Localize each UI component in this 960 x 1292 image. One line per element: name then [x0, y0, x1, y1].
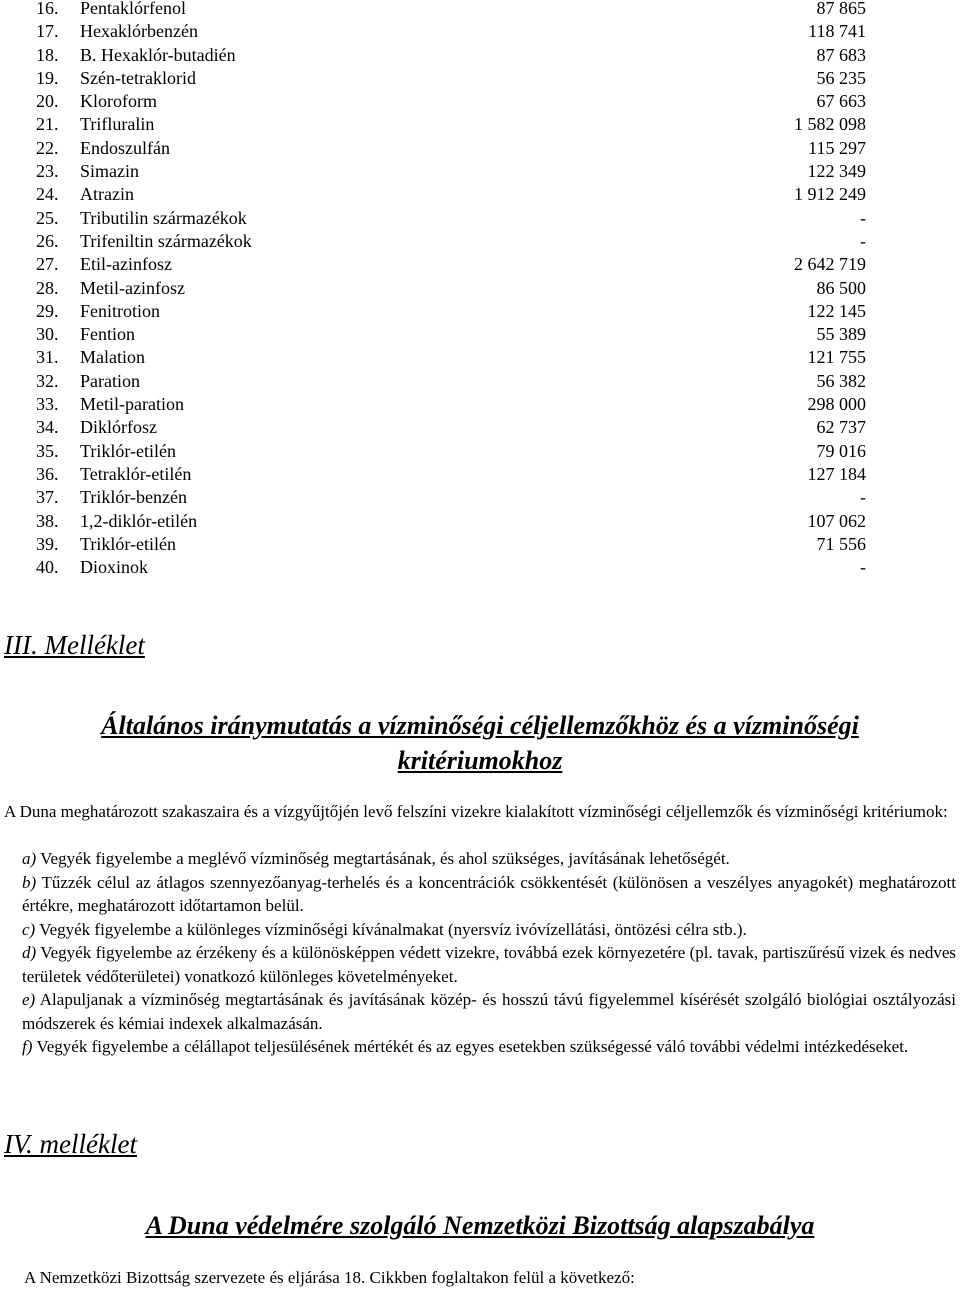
- substance-value: -: [860, 557, 866, 578]
- substance-value: 55 389: [816, 324, 866, 345]
- substance-number: 24.: [36, 184, 59, 205]
- substance-row: [36, 323, 866, 346]
- substance-row: [36, 183, 866, 206]
- substance-number: 21.: [36, 114, 59, 135]
- substance-number: 36.: [36, 463, 59, 484]
- substance-value: 127 184: [807, 463, 866, 484]
- substance-number: 16.: [36, 0, 59, 18]
- substance-name: Pentaklórfenol: [80, 0, 186, 18]
- substance-row: [36, 486, 866, 509]
- item-text: Vegyék figyelembe a különleges vízminőségi kívánalmakat (nyersvíz ivóvízellátási, öntözési célra stb.).: [39, 919, 747, 939]
- substance-name: Tetraklór-etilén: [80, 463, 192, 484]
- substance-number: 28.: [36, 277, 59, 298]
- annex-3-item-b: [4, 871, 956, 918]
- annex-3-title-line-2: kritériumokhoz: [397, 746, 563, 775]
- substance-value: 298 000: [807, 394, 866, 415]
- item-label: f): [22, 1037, 33, 1056]
- substance-value: 2 642 719: [794, 254, 866, 275]
- substance-row: [36, 463, 866, 486]
- substance-row: [36, 393, 866, 416]
- substance-name: Metil-paration: [80, 394, 184, 415]
- substance-name: Endoszulfán: [80, 137, 170, 158]
- substance-number: 17.: [36, 21, 59, 42]
- substance-name: Paration: [80, 370, 140, 391]
- item-label: b): [22, 872, 37, 892]
- annex-3-intro: A Duna meghatározott szakaszaira és a vízgyűjtőjén levő felszíni vizekre kialakított vízminőségi céljellemzők és vízminőségi kritériumok:: [4, 802, 948, 821]
- substance-number: 31.: [36, 347, 59, 368]
- substance-value: 121 755: [807, 347, 866, 368]
- substance-row: [36, 277, 866, 300]
- substance-number: 23.: [36, 161, 59, 182]
- substance-number: 29.: [36, 300, 59, 321]
- item-text: Vegyék figyelembe az érzékeny és a különösképpen védett vizekre, továbbá ezek környezetére (pl. tavak, partiszűrésű vizek és nedves területek védőterületei) vonatkozó különleges követelményeket.: [22, 943, 956, 986]
- substance-number: 35.: [36, 440, 59, 461]
- substance-number: 27.: [36, 254, 59, 275]
- substance-number: 33.: [36, 394, 59, 415]
- item-label: a): [22, 849, 37, 868]
- substance-row: [36, 300, 866, 323]
- substance-name: Triklór-etilén: [80, 440, 176, 461]
- substance-name: 1,2-diklór-etilén: [80, 510, 198, 531]
- substance-row: [36, 230, 866, 253]
- substance-value: 71 556: [816, 533, 866, 554]
- substance-row: [36, 510, 866, 533]
- substance-value: 86 500: [816, 277, 866, 298]
- substance-value: -: [860, 230, 866, 251]
- substance-value: 87 865: [816, 0, 866, 18]
- substance-number: 39.: [36, 533, 59, 554]
- annex-3-item-c: [4, 918, 956, 942]
- substance-row: [36, 20, 866, 43]
- substance-name: Fenitrotion: [80, 300, 160, 321]
- substance-name: Hexaklórbenzén: [80, 21, 198, 42]
- substance-value: 62 737: [816, 417, 866, 438]
- substance-value: 67 663: [816, 91, 866, 112]
- substance-number: 30.: [36, 324, 59, 345]
- substance-number: 19.: [36, 67, 59, 88]
- annex-4-intro: A Nemzetközi Bizottság szervezete és eljárása 18. Cikkben foglaltakon felül a következő:: [24, 1268, 635, 1287]
- substance-name: Dioxinok: [80, 557, 149, 578]
- item-text: Vegyék figyelembe a meglévő vízminőség megtartásának, és ahol szükséges, javításának lehetőségét.: [40, 849, 730, 868]
- substance-row: [36, 440, 866, 463]
- substance-number: 32.: [36, 370, 59, 391]
- substance-row: [36, 67, 866, 90]
- substance-name: Szén-tetraklorid: [80, 67, 196, 88]
- substance-value: 122 349: [807, 161, 866, 182]
- substance-number: 40.: [36, 557, 59, 578]
- substance-row: [36, 416, 866, 439]
- substance-value: 107 062: [807, 510, 866, 531]
- annex-4-heading: IV. melléklet: [4, 1129, 137, 1159]
- substance-name: Trifeniltin származékok: [80, 230, 252, 251]
- substance-value: 79 016: [816, 440, 866, 461]
- substance-name: B. Hexaklór-butadién: [80, 44, 236, 65]
- substance-value: 118 741: [808, 21, 866, 42]
- annex-3-item-d: [4, 941, 956, 988]
- annex-3-title-line-1: Általános iránymutatás a vízminőségi céljellemzőkhöz és a vízminőségi: [101, 711, 859, 740]
- substance-name: Malation: [80, 347, 145, 368]
- substance-value: 1 582 098: [794, 114, 866, 135]
- annex-3-title: [0, 708, 960, 778]
- annex-3-items: [4, 847, 956, 1059]
- annex-3-item-a: [4, 847, 956, 871]
- substance-number: 26.: [36, 230, 59, 251]
- substance-name: Simazin: [80, 161, 139, 182]
- substance-name: Diklórfosz: [80, 417, 157, 438]
- substance-name: Kloroform: [80, 91, 157, 112]
- annex-3-item-f: [4, 1035, 956, 1059]
- substance-row: [36, 533, 866, 556]
- substance-table: [36, 0, 866, 579]
- substance-number: 37.: [36, 487, 59, 508]
- substance-row: [36, 253, 866, 276]
- substance-number: 34.: [36, 417, 59, 438]
- substance-number: 25.: [36, 207, 59, 228]
- substance-row: [36, 90, 866, 113]
- annex-3-heading: III. Melléklet: [4, 630, 145, 660]
- substance-number: 38.: [36, 510, 59, 531]
- substance-row: [36, 44, 866, 67]
- substance-name: Etil-azinfosz: [80, 254, 172, 275]
- substance-name: Triklór-benzén: [80, 487, 187, 508]
- substance-number: 20.: [36, 91, 59, 112]
- substance-row: [36, 160, 866, 183]
- item-label: d): [22, 943, 37, 962]
- substance-value: 87 683: [816, 44, 866, 65]
- item-text: Tűzzék célul az átlagos szennyezőanyag-terhelés és a koncentrációk csökkentését (különösen a veszélyes anyagokét) meghatározott értékre, meghatározott időtartamon belül.: [22, 872, 956, 915]
- substance-row: [36, 137, 866, 160]
- substance-name: Tributilin származékok: [80, 207, 247, 228]
- substance-value: -: [860, 487, 866, 508]
- substance-name: Metil-azinfosz: [80, 277, 185, 298]
- item-text: Vegyék figyelembe a célállapot teljesülésének mértékét és az egyes esetekben szükségessé váló további védelmi intézkedéseket.: [36, 1037, 909, 1056]
- item-text: Alapuljanak a vízminőség megtartásának és javításának közép- és hosszú távú figyelemmel kísérését szolgáló biológiai osztályozási módszerek és kémiai indexek alkalmazásán.: [22, 990, 957, 1033]
- item-label: c): [22, 919, 36, 939]
- substance-row: [36, 556, 866, 579]
- annex-4-title: A Duna védelmére szolgáló Nemzetközi Bizottság alapszabálya: [145, 1211, 815, 1240]
- substance-name: Fention: [80, 324, 136, 345]
- substance-number: 18.: [36, 44, 59, 65]
- substance-name: Atrazin: [80, 184, 134, 205]
- substance-value: -: [860, 207, 866, 228]
- substance-value: 1 912 249: [794, 184, 866, 205]
- substance-row: [36, 370, 866, 393]
- annex-3-item-e: [4, 988, 956, 1035]
- substance-row: [36, 113, 866, 136]
- substance-value: 56 382: [816, 370, 866, 391]
- substance-value: 122 145: [807, 300, 866, 321]
- substance-name: Trifluralin: [80, 114, 155, 135]
- substance-row: [36, 0, 866, 20]
- substance-name: Triklór-etilén: [80, 533, 176, 554]
- substance-row: [36, 346, 866, 369]
- substance-value: 56 235: [816, 67, 866, 88]
- substance-number: 22.: [36, 137, 59, 158]
- substance-row: [36, 207, 866, 230]
- substance-value: 115 297: [808, 137, 866, 158]
- item-label: e): [22, 990, 36, 1009]
